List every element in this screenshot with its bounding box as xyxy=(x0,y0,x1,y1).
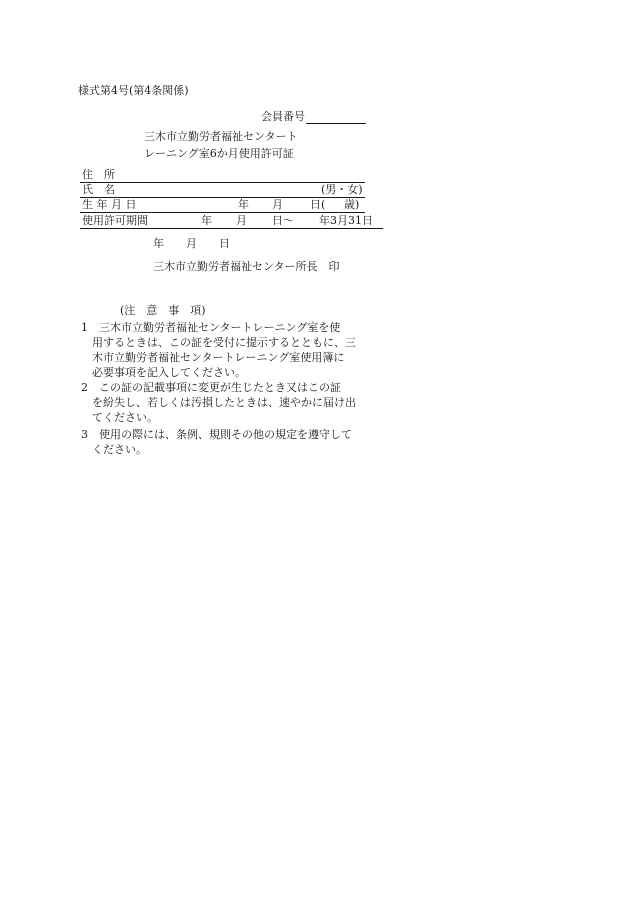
period-day-unit: 日〜 xyxy=(272,214,294,227)
birthdate-label: 生 年 月 日 xyxy=(82,198,137,211)
member-number-label: 会員番号 xyxy=(261,110,305,123)
gender-options: (男・女) xyxy=(321,183,363,196)
note-line: 2 この証の記載事項に変更が生じたとき又はこの証 xyxy=(81,381,341,394)
form-number-label: 様式第4号(第4条関係) xyxy=(78,84,189,97)
period-month-unit: 月 xyxy=(236,214,247,227)
birth-month-unit: 月 xyxy=(272,198,283,211)
birth-age-unit: 歳) xyxy=(344,198,360,211)
member-number-blank xyxy=(306,112,366,124)
member-number-field xyxy=(261,110,366,124)
note-line: 木市立勤労者福祉センタートレーニング室使用簿に xyxy=(81,351,345,364)
document-title-line-1: 三木市立勤労者福祉センタート xyxy=(144,130,298,143)
note-line: 必要事項を記入してください。 xyxy=(81,366,246,379)
note-line: 用するときは、この証を受付に提示するとともに、三 xyxy=(81,336,356,349)
note-line: てください。 xyxy=(81,411,158,424)
birth-year-unit: 年 xyxy=(238,198,249,211)
name-label: 氏 名 xyxy=(82,183,115,196)
birth-day-unit: 日( xyxy=(310,198,326,211)
period-end: 年3月31日 xyxy=(319,214,373,227)
period-year-unit: 年 xyxy=(201,214,212,227)
permit-period-label: 使用許可期間 xyxy=(82,214,148,227)
issue-date-line: 年 月 日 xyxy=(153,237,230,250)
note-line: を紛失し、若しくは汚損したときは、速やかに届け出 xyxy=(81,396,356,409)
note-line: 1 三木市立勤労者福祉センタートレーニング室を使 xyxy=(81,321,341,334)
note-line: ください。 xyxy=(81,443,147,456)
permit-period-row xyxy=(80,214,383,229)
director-signature: 三木市立勤労者福祉センター所長 印 xyxy=(153,260,340,273)
document-title-line-2: レーニング室6か月使用許可証 xyxy=(144,147,294,160)
note-line: 3 使用の際には、条例、規則その他の規定を遵守して xyxy=(81,428,352,441)
address-row xyxy=(80,168,365,183)
name-row xyxy=(80,183,365,198)
notes-title: (注 意 事 項) xyxy=(120,304,206,317)
address-label: 住 所 xyxy=(82,168,115,181)
birthdate-row xyxy=(80,198,365,213)
